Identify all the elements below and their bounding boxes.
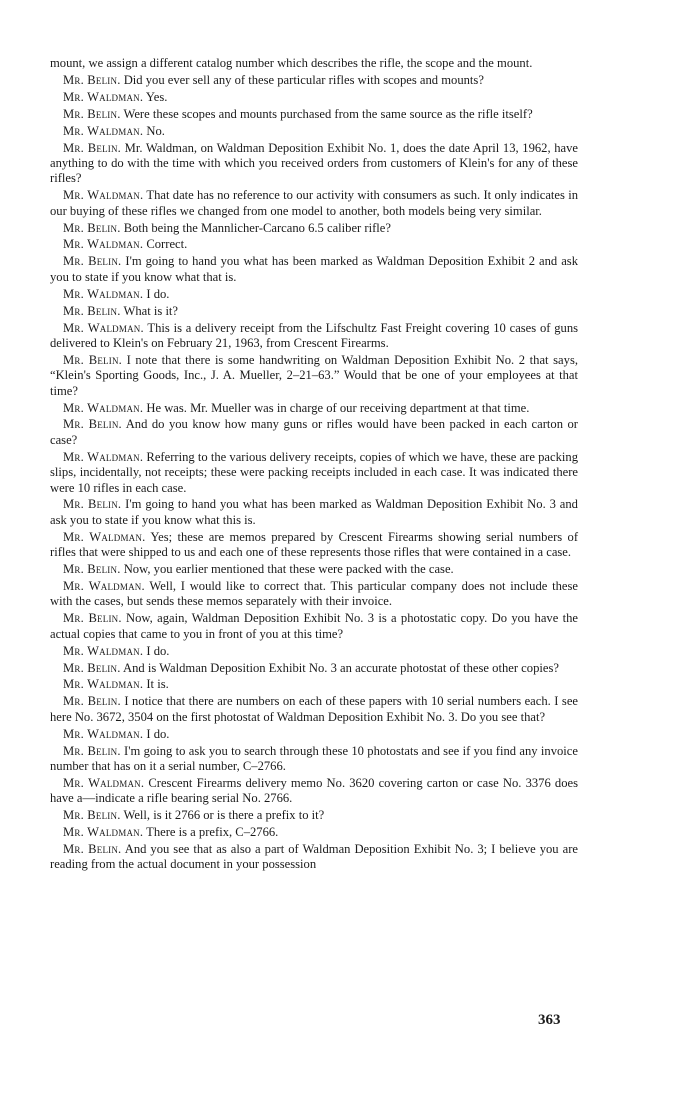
paragraph-text: What is it? bbox=[123, 303, 179, 318]
paragraph-text: This is a delivery receipt from the Lifschultz Fast Freight covering 10 cases of guns delivered to Klein's on February 21, 1963, from Crescent Firearms. bbox=[50, 320, 579, 350]
speaker: Mr. Waldman. bbox=[63, 677, 144, 692]
speaker: Mr. Waldman. bbox=[63, 320, 144, 335]
speaker: Mr. Waldman. bbox=[63, 449, 144, 464]
paragraph-text: It is. bbox=[146, 677, 169, 692]
paragraph-21 bbox=[50, 611, 578, 642]
paragraph-20 bbox=[50, 579, 578, 610]
paragraph-text: mount, we assign a different catalog number which describes the rifle, the scope and the mount. bbox=[50, 56, 533, 70]
paragraph-26 bbox=[50, 727, 578, 742]
paragraph-24 bbox=[50, 677, 578, 692]
speaker: Mr. Belin. bbox=[63, 611, 122, 626]
paragraph-text: I do. bbox=[146, 726, 170, 741]
paragraph-text: Were these scopes and mounts purchased from the same source as the rifle itself? bbox=[123, 106, 533, 121]
speaker: Mr. Waldman. bbox=[63, 286, 144, 301]
speaker: Mr. Belin. bbox=[63, 220, 121, 235]
paragraph-18 bbox=[50, 530, 578, 561]
paragraph-text: There is a prefix, C–2766. bbox=[146, 825, 279, 840]
paragraph-text: Crescent Firearms delivery memo No. 3620 covering carton or case No. 3376 does have a—indicate a rifle bearing serial No. 2766. bbox=[50, 775, 579, 806]
paragraph-22 bbox=[50, 644, 578, 659]
paragraph-text: And do you know how many guns or rifles would have been packed in each carton or case? bbox=[50, 417, 578, 447]
paragraph-13 bbox=[50, 353, 578, 399]
paragraph-17 bbox=[50, 497, 578, 528]
paragraph-8 bbox=[50, 237, 578, 252]
paragraph-text: Well, is it 2766 or is there a prefix to it? bbox=[123, 808, 325, 823]
paragraph-text: I notice that there are numbers on each of these papers with 10 serial numbers each. I see here No. 3672, 3504 on the first photostat of Waldman Deposition Exhibit No. 3. Do you see that? bbox=[50, 694, 578, 724]
paragraph-text: I'm going to hand you what has been marked as Waldman Deposition Exhibit No. 3 and ask you to state if you know what this is. bbox=[50, 497, 578, 527]
paragraph-text: I do. bbox=[146, 286, 170, 301]
page-number: 363 bbox=[538, 1012, 561, 1028]
paragraph-9 bbox=[50, 254, 578, 285]
speaker: Mr. Belin. bbox=[63, 808, 121, 823]
paragraph-25 bbox=[50, 694, 578, 725]
paragraph-6 bbox=[50, 188, 578, 219]
paragraph-1 bbox=[50, 73, 578, 88]
paragraph-16 bbox=[50, 450, 578, 496]
paragraph-text: And you see that as also a part of Waldman Deposition Exhibit No. 3; I believe you are reading from the actual document in your possession bbox=[50, 842, 578, 872]
speaker: Mr. Belin. bbox=[63, 72, 121, 87]
speaker: Mr. Belin. bbox=[63, 743, 121, 758]
paragraph-text: Now, again, Waldman Deposition Exhibit No. 3 is a photostatic copy. Do you have the actual copies that came to you in front of you at this time? bbox=[50, 611, 578, 641]
paragraph-text: I note that there is some handwriting on Waldman Deposition Exhibit No. 2 that says, “Klein's Sporting Goods, Inc., J. A. Mueller, 2–21–63.” Would that be one of your employees at that time? bbox=[50, 352, 578, 398]
paragraph-text: Now, you earlier mentioned that these were packed with the case. bbox=[123, 562, 454, 577]
speaker: Mr. Belin. bbox=[63, 254, 122, 269]
paragraph-text: Did you ever sell any of these particular rifles with scopes and mounts? bbox=[123, 72, 484, 87]
paragraph-12 bbox=[50, 321, 578, 352]
speaker: Mr. Waldman. bbox=[63, 643, 144, 658]
speaker: Mr. Waldman. bbox=[63, 529, 146, 544]
speaker: Mr. Belin. bbox=[63, 660, 121, 675]
paragraph-text: Yes; these are memos prepared by Crescent Firearms showing serial numbers of rifles that were shipped to us and each one of these represents those rifles that were contained in a case. bbox=[50, 529, 579, 560]
paragraph-text: Yes. bbox=[145, 89, 168, 104]
speaker: Mr. Belin. bbox=[63, 352, 122, 367]
speaker: Mr. Waldman. bbox=[63, 188, 144, 203]
paragraph-text: I do. bbox=[146, 643, 170, 658]
transcript-page bbox=[50, 56, 578, 874]
paragraph-text: I'm going to ask you to search through these 10 photostats and see if you find any invoice number that has on it a serial number, C–2766. bbox=[50, 743, 578, 773]
paragraph-text: Well, I would like to correct that. This particular company does not include these with the cases, but sends these memos separately with their invoice. bbox=[50, 579, 578, 609]
paragraph-30 bbox=[50, 825, 578, 840]
paragraph-text: No. bbox=[146, 123, 165, 138]
paragraph-text: Correct. bbox=[146, 237, 188, 252]
speaker: Mr. Belin. bbox=[63, 417, 122, 432]
speaker: Mr. Waldman. bbox=[63, 237, 144, 252]
speaker: Mr. Belin. bbox=[63, 562, 121, 577]
paragraph-23 bbox=[50, 661, 578, 676]
paragraph-19 bbox=[50, 562, 578, 577]
paragraph-15 bbox=[50, 417, 578, 448]
speaker: Mr. Waldman. bbox=[63, 579, 145, 593]
speaker: Mr. Waldman. bbox=[63, 825, 144, 840]
speaker: Mr. Belin. bbox=[63, 303, 121, 318]
speaker: Mr. Belin. bbox=[63, 140, 122, 155]
paragraph-10 bbox=[50, 287, 578, 302]
speaker: Mr. Waldman. bbox=[63, 89, 144, 104]
paragraph-5 bbox=[50, 141, 578, 187]
speaker: Mr. Waldman. bbox=[63, 775, 145, 790]
paragraph-2 bbox=[50, 90, 578, 105]
speaker: Mr. Waldman. bbox=[63, 400, 144, 415]
paragraph-text: That date has no reference to our activity with consumers as such. It only indicates in our buying of these rifles we changed from one model to another, both models being very similar. bbox=[50, 188, 578, 218]
speaker: Mr. Belin. bbox=[63, 842, 122, 856]
paragraph-text: I'm going to hand you what has been marked as Waldman Deposition Exhibit 2 and ask you to state if you know what that is. bbox=[50, 254, 578, 284]
paragraph-27 bbox=[50, 744, 578, 775]
speaker: Mr. Waldman. bbox=[63, 123, 144, 138]
paragraph-text: Both being the Mannlicher-Carcano 6.5 caliber rifle? bbox=[123, 220, 391, 235]
paragraph-3 bbox=[50, 107, 578, 122]
speaker: Mr. Belin. bbox=[63, 497, 122, 512]
paragraph-31 bbox=[50, 842, 578, 873]
paragraph-text: Referring to the various delivery receipts, copies of which we have, these are packing slips, incidentally, not receipts; these were packing receipts included in each case. It was indicated there were 10 rifles in each case. bbox=[50, 449, 578, 495]
paragraph-text: And is Waldman Deposition Exhibit No. 3 an accurate photostat of these other copies? bbox=[123, 660, 559, 675]
paragraph-0 bbox=[50, 56, 578, 71]
paragraph-7 bbox=[50, 221, 578, 236]
paragraph-29 bbox=[50, 808, 578, 823]
speaker: Mr. Belin. bbox=[63, 694, 121, 709]
paragraph-28 bbox=[50, 776, 578, 807]
paragraph-14 bbox=[50, 401, 578, 416]
paragraph-4 bbox=[50, 124, 578, 139]
paragraph-text: Mr. Waldman, on Waldman Deposition Exhibit No. 1, does the date April 13, 1962, have anything to do with the time with which you received orders from customers of Klein's for any of these rifles? bbox=[50, 140, 579, 186]
speaker: Mr. Waldman. bbox=[63, 726, 144, 741]
speaker: Mr. Belin. bbox=[63, 106, 121, 121]
paragraph-text: He was. Mr. Mueller was in charge of our receiving department at that time. bbox=[146, 400, 530, 415]
paragraph-11 bbox=[50, 304, 578, 319]
